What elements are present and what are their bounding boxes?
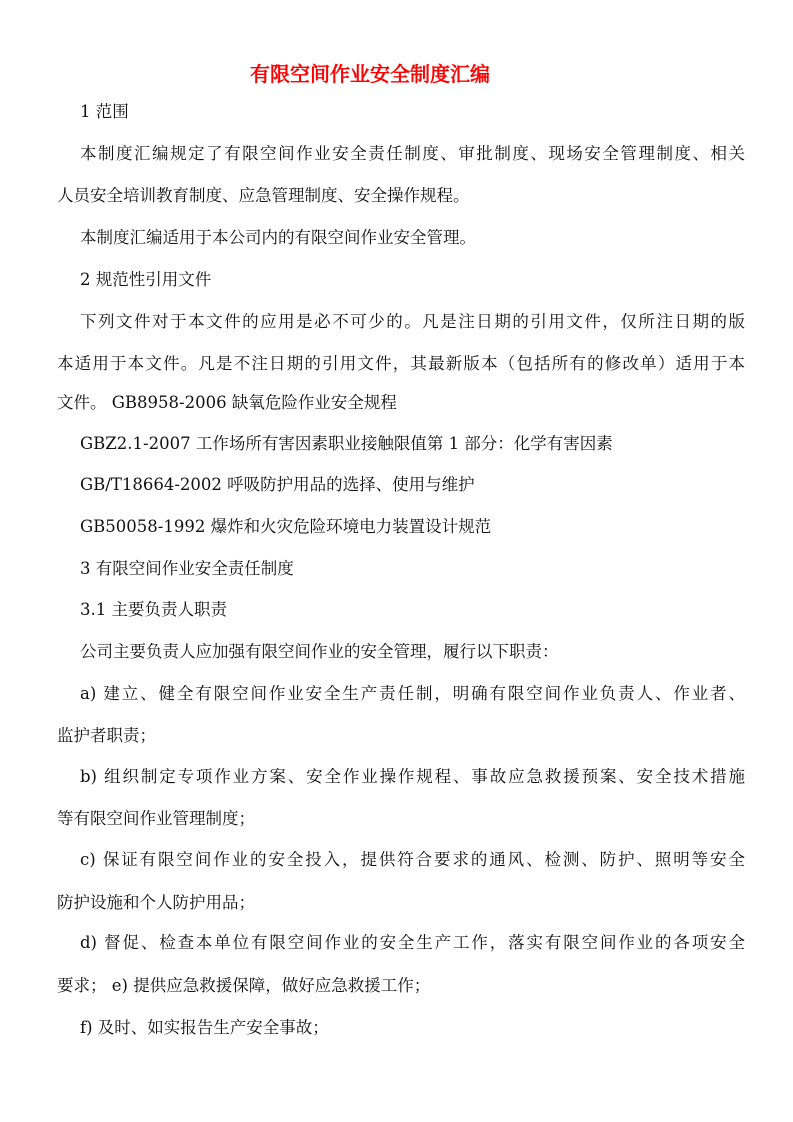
paragraph-line: 本制度汇编适用于本公司内的有限空间作业安全管理。 <box>80 228 476 247</box>
list-item-line: 等有限空间作业管理制度； <box>57 809 255 828</box>
paragraph-line: 本适用于本文件。凡是不注日期的引用文件，其最新版本（包括所有的修改单）适用于本 <box>57 354 745 373</box>
list-item-line: d) 督促、检查本单位有限空间作业的安全生产工作，落实有限空间作业的各项安全 <box>80 933 745 952</box>
section-heading: 3 有限空间作业安全责任制度 <box>80 559 294 578</box>
paragraph-line: 文件。 GB8958-2006 缺氧危险作业安全规程 <box>57 393 397 412</box>
subsection-heading: 3.1 主要负责人职责 <box>80 600 227 619</box>
paragraph-line: 人员安全培训教育制度、应急管理制度、安全操作规程。 <box>57 186 470 205</box>
list-item-line: 要求； e) 提供应急救援保障，做好应急救援工作； <box>57 976 431 995</box>
reference-line: GBZ2.1-2007 工作场所有害因素职业接触限值第 1 部分：化学有害因素 <box>80 434 613 453</box>
paragraph-line: 下列文件对于本文件的应用是必不可少的。凡是注日期的引用文件，仅所注日期的版 <box>80 312 745 331</box>
list-item-line: b) 组织制定专项作业方案、安全作业操作规程、事故应急救援预案、安全技术措施 <box>80 767 745 786</box>
paragraph-line: 本制度汇编规定了有限空间作业安全责任制度、审批制度、现场安全管理制度、相关 <box>80 144 745 163</box>
reference-line: GB50058-1992 爆炸和火灾危险环境电力装置设计规范 <box>80 517 492 536</box>
list-item-line: a) 建立、健全有限空间作业安全生产责任制，明确有限空间作业负责人、作业者、 <box>80 684 745 703</box>
list-item-line: c) 保证有限空间作业的安全投入，提供符合要求的通风、检测、防护、照明等安全 <box>80 850 745 869</box>
list-item-line: 防护设施和个人防护用品； <box>57 893 255 912</box>
section-heading: 1 范围 <box>80 102 129 121</box>
document-title: 有限空间作业安全制度汇编 <box>250 62 490 86</box>
reference-line: GB/T18664-2002 呼吸防护用品的选择、使用与维护 <box>80 475 475 494</box>
list-item-line: f) 及时、如实报告生产安全事故； <box>80 1018 329 1037</box>
paragraph-line: 公司主要负责人应加强有限空间作业的安全管理，履行以下职责： <box>80 642 559 661</box>
list-item-line: 监护者职责； <box>57 726 156 745</box>
section-heading: 2 规范性引用文件 <box>80 270 212 289</box>
